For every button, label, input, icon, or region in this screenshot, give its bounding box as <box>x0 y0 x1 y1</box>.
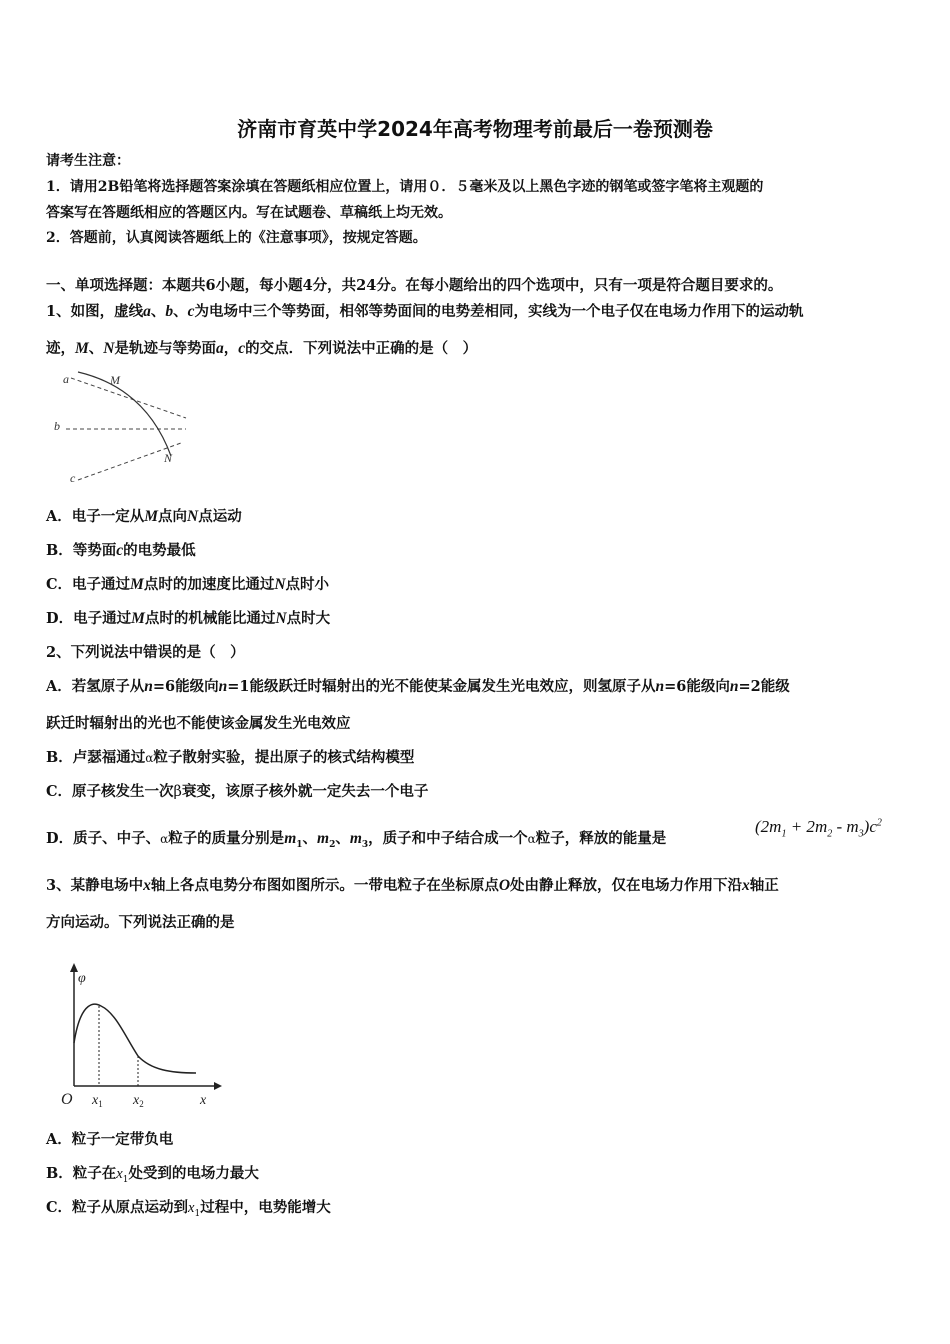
alpha-symbol: α <box>160 832 169 846</box>
phi-label: φ <box>78 971 86 986</box>
var-n: n <box>655 678 665 695</box>
q3-option-c <box>46 1198 331 1224</box>
trajectory-curve <box>78 372 171 456</box>
label-a: a <box>63 372 69 386</box>
potential-graph <box>56 958 226 1113</box>
q1-stem-line-2 <box>46 339 477 359</box>
label-c: c <box>70 471 76 485</box>
subscript: 1 <box>194 1208 201 1219</box>
opt-text: =2能级 <box>738 678 790 695</box>
var-m: m <box>349 830 362 847</box>
q2-option-d <box>46 829 666 855</box>
formula-part: + 2 <box>786 817 815 836</box>
opt-text: C．粒子从原点运动到 <box>46 1199 189 1216</box>
var-x: x <box>116 1166 123 1182</box>
notice-line-2: 2．答题前，认真阅读答题纸上的《注意事项》，按规定答题。 <box>46 230 427 246</box>
q1-option-c <box>46 575 329 595</box>
q1-sep: 、 <box>88 340 104 357</box>
formula-sub: 3 <box>858 828 864 840</box>
q3-stem-line-2: 方向运动。下列说法正确的是 <box>46 914 235 931</box>
q3-text: 轴上各点电势分布图如图所示。一带电粒子在坐标原点 <box>150 877 499 894</box>
opt-text: ，质子和中子结合成一个 <box>368 830 528 847</box>
q3-text: 处由静止释放，仅在电场力作用下沿 <box>510 877 743 894</box>
opt-text: 的电势最低 <box>123 542 196 559</box>
x2-label <box>132 1093 144 1109</box>
q3-option-a: A．粒子一定带负电 <box>46 1131 174 1148</box>
opt-text: =1能级跃迁时辐射出的光不能使某金属发生光电效应，则氢原子从 <box>227 678 656 695</box>
opt-text: =6能级向 <box>152 678 219 695</box>
label-b: b <box>54 419 60 433</box>
formula-sub: 2 <box>827 828 833 840</box>
x-axis-arrow <box>214 1082 222 1090</box>
formula-m: m <box>846 817 859 836</box>
opt-text: B．卢瑟福通过 <box>46 749 146 766</box>
origin-label: O <box>61 1091 73 1108</box>
label-M: M <box>110 373 120 387</box>
q3-option-b <box>46 1164 259 1190</box>
q1-text: 是轨迹与等势面 <box>114 340 216 357</box>
alpha-symbol: α <box>145 751 154 765</box>
opt-text: C．电子通过 <box>46 576 131 593</box>
q1-option-a <box>46 507 242 527</box>
formula-exp: 2 <box>876 817 882 829</box>
opt-text: 点时的机械能比通过 <box>144 610 276 627</box>
q1-stem-line-1 <box>46 302 803 322</box>
opt-text: 处受到的电场力最大 <box>128 1165 259 1182</box>
var-n: n <box>729 678 739 695</box>
q2-option-b <box>46 748 414 768</box>
formula-sub: 1 <box>781 828 787 840</box>
var-x: x <box>188 1200 195 1216</box>
q1-text: 的交点．下列说法中正确的是（ ） <box>245 340 478 357</box>
opt-text: 衰变，该原子核外就一定失去一个电子 <box>181 783 429 800</box>
opt-text: 点时的加速度比通过 <box>143 576 275 593</box>
var-x: x <box>143 877 151 894</box>
opt-text: =6能级向 <box>664 678 730 695</box>
x2-main: x <box>133 1093 140 1108</box>
potential-curve <box>74 1004 196 1073</box>
opt-text: A．电子一定从 <box>46 508 145 525</box>
q3-text: 3、某静电场中 <box>46 877 144 894</box>
label-N: N <box>164 451 173 465</box>
formula-c: c <box>869 817 877 836</box>
q2-stem: 2、下列说法中错误的是（ ） <box>46 644 245 661</box>
q3-text: 轴正 <box>749 877 779 894</box>
var-m: m <box>317 830 330 847</box>
q1-text: 1、如图，虚线 <box>46 303 144 320</box>
var-c: c <box>238 340 246 357</box>
var-m: m <box>284 830 297 847</box>
opt-text: D．电子通过 <box>46 610 132 627</box>
equipotential-figure <box>46 368 196 488</box>
var-c: c <box>116 542 124 559</box>
alpha-symbol: α <box>527 832 536 846</box>
subscript: 3 <box>361 839 369 850</box>
subscript: 1 <box>296 839 303 850</box>
opt-text: 过程中，电势能增大 <box>200 1199 331 1216</box>
opt-text: B．等势面 <box>46 542 117 559</box>
q3-stem-line-1 <box>46 876 779 896</box>
q1-option-d <box>46 609 330 629</box>
section-heading: 一、单项选择题：本题共6小题，每小题4分，共24分。在每小题给出的四个选项中，只有一项是符合题目要求的。 <box>46 277 783 294</box>
y-axis-arrow <box>70 963 78 972</box>
opt-text: B．粒子在 <box>46 1165 117 1182</box>
q1-text: 为电场中三个等势面，相邻等势面间的电势差相同，实线为一个电子仅在电场力作用下的运动轨 <box>194 303 804 320</box>
var-M: M <box>131 610 145 627</box>
q2-option-a-line-2: 跃迁时辐射出的光也不能使该金属发生光电效应 <box>46 715 351 732</box>
opt-text: 粒子散射实验，提出原子的核式结构模型 <box>153 749 415 766</box>
q1-sep: 、 <box>173 303 188 320</box>
var-c: c <box>187 303 195 320</box>
var-N: N <box>275 610 287 627</box>
opt-text: 点时大 <box>286 610 331 627</box>
var-n: n <box>218 678 228 695</box>
q1-sep: ， <box>223 340 239 357</box>
opt-text: 粒子的质量分别是 <box>168 830 285 847</box>
q2-option-c <box>46 782 428 802</box>
formula-part: (2 <box>755 817 770 836</box>
x2-sub: 2 <box>139 1099 144 1109</box>
q2-option-a-line-1 <box>46 677 790 697</box>
subscript: 1 <box>122 1174 129 1185</box>
notice-line-1a: 1．请用2B铅笔将选择题答案涂填在答题纸相应位置上，请用０．５毫米及以上黑色字迹的钢笔或签字笔将主观题的 <box>46 179 764 195</box>
x-axis-label: x <box>200 1093 207 1108</box>
x1-sub: 1 <box>98 1099 103 1109</box>
opt-text: A．若氢原子从 <box>46 678 145 695</box>
q1-sep: 、 <box>150 303 166 320</box>
var-n: n <box>144 678 153 695</box>
equipotential-a-line <box>71 378 186 418</box>
q1-option-b <box>46 541 196 561</box>
x1-main: x <box>92 1093 99 1108</box>
x1-label <box>91 1093 103 1109</box>
opt-text: 点向 <box>158 508 188 525</box>
opt-text: 、 <box>335 830 350 847</box>
formula-part: ) <box>863 817 870 836</box>
opt-text: 粒子，释放的能量是 <box>535 830 667 847</box>
formula-part: - <box>832 817 847 836</box>
var-a: a <box>216 340 224 357</box>
energy-formula <box>755 817 882 839</box>
var-a: a <box>143 303 151 320</box>
var-b: b <box>165 303 174 320</box>
var-O: O <box>498 877 511 894</box>
var-N: N <box>187 508 199 525</box>
formula-m: m <box>769 817 782 836</box>
opt-text: D．质子、中子、 <box>46 830 161 847</box>
opt-text: 、 <box>302 830 318 847</box>
beta-symbol: β <box>173 784 182 800</box>
var-N: N <box>274 576 286 593</box>
var-M: M <box>144 508 159 525</box>
opt-text: 点时小 <box>285 576 330 593</box>
var-M: M <box>130 576 144 593</box>
notice-heading: 请考生注意： <box>46 153 130 169</box>
opt-text: 点运动 <box>198 508 242 525</box>
var-x: x <box>742 877 750 894</box>
formula-m: m <box>814 817 828 836</box>
page-title: 济南市育英中学2024年高考物理考前最后一卷预测卷 <box>237 117 713 141</box>
subscript: 2 <box>329 839 336 850</box>
notice-line-1b: 答案写在答题纸相应的答题区内。写在试题卷、草稿纸上均无效。 <box>46 205 452 221</box>
var-N: N <box>103 340 115 357</box>
var-M: M <box>75 340 89 357</box>
opt-text: C．原子核发生一次 <box>46 783 174 800</box>
q1-text: 迹， <box>46 340 75 357</box>
